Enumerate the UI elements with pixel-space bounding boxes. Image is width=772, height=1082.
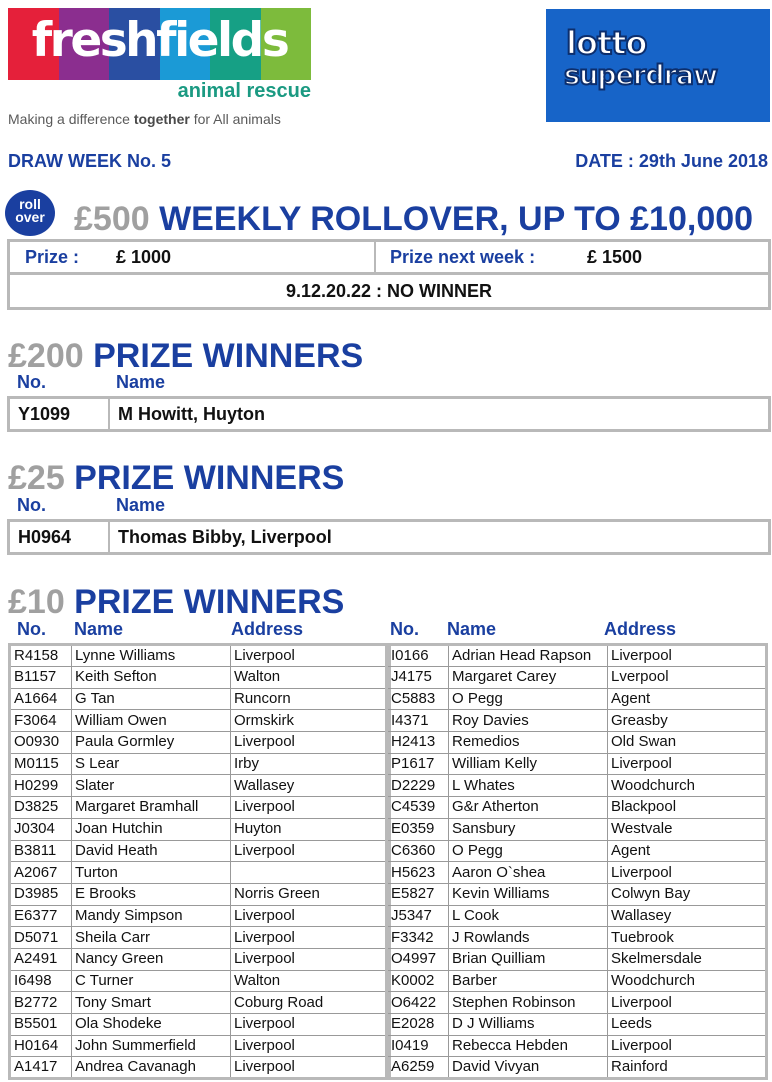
table-row [387, 688, 767, 710]
winner-address: Liverpool [231, 797, 390, 819]
next-prize-value: £ 1500 [587, 246, 643, 267]
prize200-amount: £200 [8, 337, 84, 375]
winner-number: R4158 [10, 645, 72, 667]
winner-number: A1664 [10, 688, 72, 710]
winner-name: Margaret Carey [449, 667, 608, 689]
table-row [10, 992, 390, 1014]
table-row [10, 948, 390, 970]
winner-name: Mandy Simpson [72, 905, 231, 927]
winner-address: Irby [231, 753, 390, 775]
table-row [387, 970, 767, 992]
table-row [387, 732, 767, 754]
winner-number: K0002 [387, 970, 449, 992]
winner-address: Liverpool [608, 1035, 767, 1057]
winner-number: D3985 [10, 883, 72, 905]
tagline [8, 111, 281, 127]
winner-address: Norris Green [231, 883, 390, 905]
table-row [10, 710, 390, 732]
winner-number: M0115 [10, 753, 72, 775]
winner-address: Woodchurch [608, 970, 767, 992]
winner-name: L Cook [449, 905, 608, 927]
winner-address: Liverpool [231, 905, 390, 927]
winner-number: O4997 [387, 948, 449, 970]
draw-result: 9.12.20.22 : NO WINNER [7, 272, 771, 310]
lotto-word: lotto [566, 24, 647, 62]
prize25-amount: £25 [8, 459, 65, 497]
table-row [387, 645, 767, 667]
table-row [10, 667, 390, 689]
winner-name: Aaron O`shea [449, 862, 608, 884]
table-row [10, 840, 390, 862]
winner-address: Ormskirk [231, 710, 390, 732]
winner-address: Blackpool [608, 797, 767, 819]
winner-name: Stephen Robinson [449, 992, 608, 1014]
prize10-left-col-name: Name [74, 619, 124, 639]
prize25-text: PRIZE WINNERS [64, 459, 345, 497]
winner-address: Liverpool [608, 862, 767, 884]
winner-number: C6360 [387, 840, 449, 862]
winner-address: Westvale [608, 818, 767, 840]
winner-name: S Lear [72, 753, 231, 775]
winner-address: Liverpool [231, 1035, 390, 1057]
winner-name: D J Williams [449, 1014, 608, 1036]
winner-number: I6498 [10, 970, 72, 992]
winner-address: Leeds [608, 1014, 767, 1036]
winner-name: Turton [72, 862, 231, 884]
brand-name: freshfields [31, 13, 288, 68]
freshfields-logo [8, 8, 311, 80]
winner-address [231, 862, 390, 884]
table-row [387, 710, 767, 732]
table-row [387, 775, 767, 797]
next-prize-label: Prize next week : [390, 246, 536, 267]
winner-number: C4539 [387, 797, 449, 819]
winner-name: Nancy Green [72, 948, 231, 970]
prize10-table-right [385, 643, 768, 1080]
winner-name: Keith Sefton [72, 667, 231, 689]
prize10-right-col-name: Name [447, 619, 497, 639]
winner-address: Huyton [231, 818, 390, 840]
table-row [387, 883, 767, 905]
table-row [10, 862, 390, 884]
winner-address: Liverpool [608, 753, 767, 775]
prize25-col-name: Name [116, 495, 166, 515]
prize200-col-name: Name [116, 372, 166, 392]
prize10-right-col-no: No. [390, 619, 419, 639]
superdraw-word: superdraw [564, 60, 718, 91]
winner-number: E2028 [387, 1014, 449, 1036]
winner-address: Liverpool [231, 948, 390, 970]
winner-address: Liverpool [231, 1014, 390, 1036]
table-row [10, 1035, 390, 1057]
prize200-no: Y1099 [10, 399, 110, 429]
winner-number: A2491 [10, 948, 72, 970]
table-row [10, 688, 390, 710]
winner-name: O Pegg [449, 688, 608, 710]
winner-number: A1417 [10, 1057, 72, 1079]
table-row [10, 732, 390, 754]
table-row [10, 797, 390, 819]
winner-number: D2229 [387, 775, 449, 797]
winner-address: Old Swan [608, 732, 767, 754]
winner-name: William Owen [72, 710, 231, 732]
prize25-name: Thomas Bibby, Liverpool [118, 527, 332, 547]
prize10-amount: £10 [8, 583, 65, 621]
lotto-superdraw-logo [546, 9, 770, 122]
winner-number: I4371 [387, 710, 449, 732]
table-row [10, 905, 390, 927]
winner-name: John Summerfield [72, 1035, 231, 1057]
winner-number: O0930 [10, 732, 72, 754]
winner-number: H0164 [10, 1035, 72, 1057]
winner-number: A2067 [10, 862, 72, 884]
table-row [387, 753, 767, 775]
table-row [387, 840, 767, 862]
table-row [387, 1057, 767, 1079]
prize-row [7, 239, 771, 275]
table-row [10, 883, 390, 905]
prize10-left-col-address: Address [231, 619, 304, 639]
table-row [10, 753, 390, 775]
winner-address: Wallasey [231, 775, 390, 797]
table-row [10, 1057, 390, 1079]
winner-name: O Pegg [449, 840, 608, 862]
winner-name: Barber [449, 970, 608, 992]
table-row [387, 862, 767, 884]
winner-name: David Heath [72, 840, 231, 862]
rollover-badge [5, 190, 55, 236]
winner-name: Remedios [449, 732, 608, 754]
winner-name: Rebecca Hebden [449, 1035, 608, 1057]
winner-number: E5827 [387, 883, 449, 905]
winner-name: Slater [72, 775, 231, 797]
draw-week: DRAW WEEK No. 5 [8, 151, 172, 171]
winner-number: O6422 [387, 992, 449, 1014]
winner-number: C5883 [387, 688, 449, 710]
prize200-title [8, 337, 363, 375]
winner-name: Lynne Williams [72, 645, 231, 667]
winner-name: William Kelly [449, 753, 608, 775]
winner-number: I0419 [387, 1035, 449, 1057]
winner-number: F3342 [387, 927, 449, 949]
winner-name: L Whates [449, 775, 608, 797]
table-row [387, 1035, 767, 1057]
winner-number: D3825 [10, 797, 72, 819]
winner-name: Paula Gormley [72, 732, 231, 754]
rollover-text: WEEKLY ROLLOVER, UP TO £10,000 [149, 200, 754, 238]
badge-line1: roll [19, 196, 41, 212]
winner-address: Walton [231, 667, 390, 689]
winner-number: B2772 [10, 992, 72, 1014]
winner-number: J5347 [387, 905, 449, 927]
winner-number: B1157 [10, 667, 72, 689]
winner-address: Woodchurch [608, 775, 767, 797]
rollover-amount: £500 [74, 200, 150, 238]
prize25-row [7, 519, 771, 555]
prize10-title [8, 583, 344, 621]
table-row [387, 667, 767, 689]
winner-address: Rainford [608, 1057, 767, 1079]
winner-name: G Tan [72, 688, 231, 710]
prize10-table-left [8, 643, 391, 1080]
prize-label: Prize : [25, 246, 80, 267]
winner-address: Colwyn Bay [608, 883, 767, 905]
winner-number: H2413 [387, 732, 449, 754]
winner-name: Sansbury [449, 818, 608, 840]
winner-number: E6377 [10, 905, 72, 927]
prize10-left-col-no: No. [17, 619, 46, 639]
winner-address: Skelmersdale [608, 948, 767, 970]
winner-number: D5071 [10, 927, 72, 949]
winner-name: Joan Hutchin [72, 818, 231, 840]
winner-address: Greasby [608, 710, 767, 732]
tagline-pre: Making a difference [8, 111, 134, 127]
prize-next [376, 242, 642, 272]
table-row [10, 645, 390, 667]
winner-number: I0166 [387, 645, 449, 667]
winner-number: A6259 [387, 1057, 449, 1079]
table-row [10, 775, 390, 797]
winner-address: Agent [608, 840, 767, 862]
prize200-text: PRIZE WINNERS [83, 337, 364, 375]
winner-name: Andrea Cavanagh [72, 1057, 231, 1079]
winner-number: E0359 [387, 818, 449, 840]
winner-name: C Turner [72, 970, 231, 992]
prize-value: £ 1000 [116, 246, 172, 267]
winner-number: J4175 [387, 667, 449, 689]
winner-name: Margaret Bramhall [72, 797, 231, 819]
winner-address: Coburg Road [231, 992, 390, 1014]
table-row [387, 948, 767, 970]
winner-address: Liverpool [608, 645, 767, 667]
winner-number: F3064 [10, 710, 72, 732]
winner-number: J0304 [10, 818, 72, 840]
winner-name: J Rowlands [449, 927, 608, 949]
winner-address: Liverpool [231, 732, 390, 754]
winner-number: H0299 [10, 775, 72, 797]
winner-number: B3811 [10, 840, 72, 862]
prize25-col-no: No. [17, 495, 46, 515]
table-row [10, 1014, 390, 1036]
table-row [387, 905, 767, 927]
winner-address: Tuebrook [608, 927, 767, 949]
brand-subtitle: animal rescue [177, 80, 311, 102]
winner-address: Liverpool [231, 645, 390, 667]
badge-line2: over [15, 209, 45, 225]
winner-name: E Brooks [72, 883, 231, 905]
prize10-text: PRIZE WINNERS [64, 583, 345, 621]
winner-name: G&r Atherton [449, 797, 608, 819]
prize10-right-col-address: Address [604, 619, 677, 639]
prize200-col-no: No. [17, 372, 46, 392]
prize200-name: M Howitt, Huyton [118, 404, 265, 424]
table-row [10, 970, 390, 992]
winner-name: Sheila Carr [72, 927, 231, 949]
prize25-title [8, 459, 344, 497]
winner-number: H5623 [387, 862, 449, 884]
winner-name: Adrian Head Rapson [449, 645, 608, 667]
rollover-title [74, 199, 753, 239]
prize25-no: H0964 [10, 522, 110, 552]
winner-address: Walton [231, 970, 390, 992]
winner-address: Wallasey [608, 905, 767, 927]
table-row [387, 927, 767, 949]
winner-number: B5501 [10, 1014, 72, 1036]
tagline-bold: together [133, 111, 190, 127]
table-row [387, 797, 767, 819]
winner-name: Ola Shodeke [72, 1014, 231, 1036]
winner-address: Agent [608, 688, 767, 710]
winner-name: Roy Davies [449, 710, 608, 732]
table-row [387, 818, 767, 840]
winner-address: Liverpool [608, 992, 767, 1014]
table-row [387, 1014, 767, 1036]
table-row [387, 992, 767, 1014]
winner-address: Lverpool [608, 667, 767, 689]
draw-date: DATE : 29th June 2018 [575, 151, 768, 171]
winner-address: Runcorn [231, 688, 390, 710]
table-row [10, 818, 390, 840]
winner-address: Liverpool [231, 927, 390, 949]
tagline-post: for All animals [189, 111, 281, 127]
prize200-row [7, 396, 771, 432]
winner-name: Tony Smart [72, 992, 231, 1014]
table-row [10, 927, 390, 949]
winner-name: David Vivyan [449, 1057, 608, 1079]
prize-current [10, 242, 376, 272]
winner-address: Liverpool [231, 1057, 390, 1079]
winner-address: Liverpool [231, 840, 390, 862]
winner-number: P1617 [387, 753, 449, 775]
winner-name: Kevin Williams [449, 883, 608, 905]
winner-name: Brian Quilliam [449, 948, 608, 970]
